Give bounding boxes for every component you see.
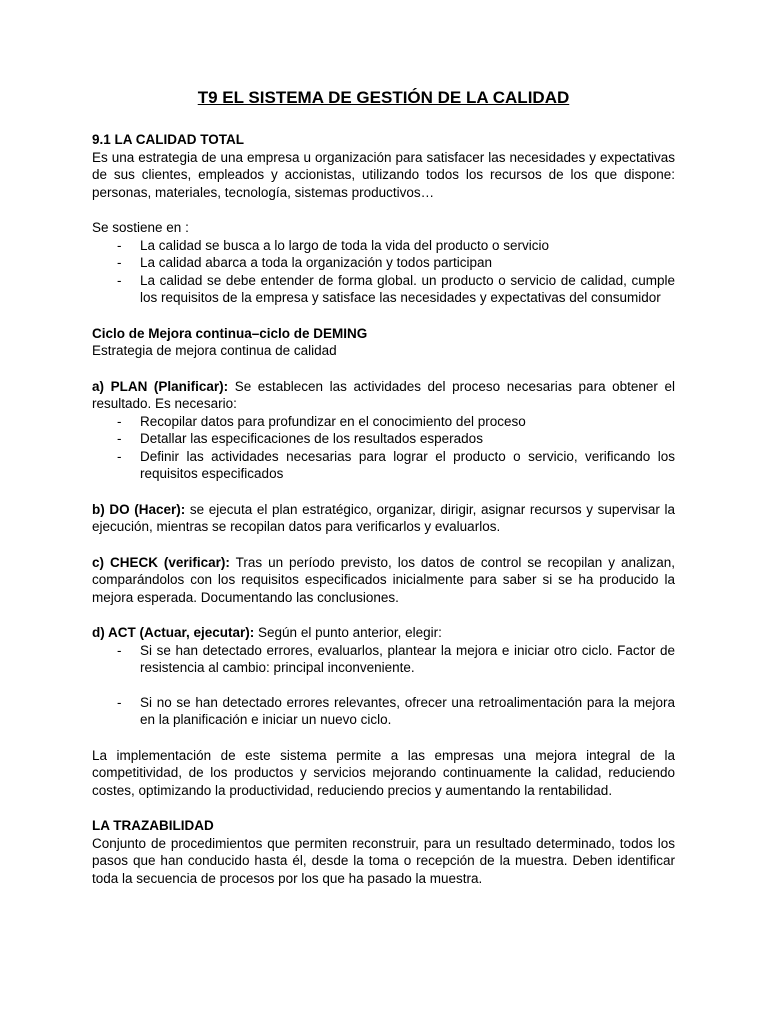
document-title: T9 EL SISTEMA DE GESTIÓN DE LA CALIDAD: [197, 88, 570, 107]
act-label: d) ACT (Actuar, ejecutar):: [92, 625, 255, 640]
section-do: [92, 501, 675, 536]
check-text: Tras un período previsto, los datos de control se recopilan y analizan, comparándolos con los requisitos especificados inicialmente para saber si se ha producido la mejora esperada. Documentando las conclusiones.: [92, 554, 675, 605]
list-item: - La calidad abarca a toda la organización y todos participan: [92, 254, 675, 272]
list-item: - Si no se han detectado errores relevantes, ofrecer una retroalimentación para la mejora en la planificación e iniciar un nuevo ciclo.: [92, 694, 675, 729]
list-plan: [92, 413, 675, 483]
section-implementacion: [92, 747, 675, 800]
paragraph-do: [92, 501, 675, 536]
section-plan: [92, 378, 675, 483]
plan-text: Se establecen las actividades del proceso necesarias para obtener el resultado. Es necesario:: [92, 378, 675, 411]
section-heading-calidad-total: 9.1 LA CALIDAD TOTAL: [92, 132, 245, 147]
list-se-sostiene: [92, 237, 675, 307]
section-se-sostiene: [92, 219, 675, 307]
section-calidad-total: [92, 131, 675, 201]
document-page: [92, 88, 675, 905]
paragraph-deming-subtitle: Estrategia de mejora continua de calidad: [92, 343, 337, 358]
plan-label: a) PLAN (Planificar):: [92, 378, 229, 394]
do-text: se ejecuta el plan estratégico, organizar, dirigir, asignar recursos y supervisar la ejecución, mientras se recopilan datos para verificarlos y evaluarlos.: [92, 501, 675, 534]
section-heading-deming: Ciclo de Mejora continua–ciclo de DEMING: [92, 325, 368, 341]
check-label: c) CHECK (verificar):: [92, 554, 230, 570]
list-item: - Recopilar datos para profundizar en el conocimiento del proceso: [92, 413, 675, 431]
paragraph-calidad-total: Es una estrategia de una empresa u organización para satisfacer las necesidades y expectativas de sus clientes, empleados y accionistas, utilizando todos los recursos de los que dispone: personas, materiales, tecnología, sistemas productivos…: [92, 149, 675, 200]
do-label: b) DO (Hacer):: [92, 501, 186, 517]
list-act: [92, 642, 675, 729]
section-act: [92, 624, 675, 729]
act-text: Según el punto anterior, elegir:: [254, 625, 442, 640]
paragraph-plan: [92, 378, 675, 413]
paragraph-se-sostiene: Se sostiene en :: [92, 220, 189, 235]
section-trazabilidad: [92, 817, 675, 887]
paragraph-act: [92, 624, 675, 642]
section-heading-trazabilidad: LA TRAZABILIDAD: [92, 818, 214, 833]
paragraph-check: [92, 554, 675, 607]
section-deming: [92, 325, 675, 360]
list-item: - Si se han detectado errores, evaluarlos, plantear la mejora e iniciar otro ciclo. Factor de resistencia al cambio: principal inconveniente.: [92, 642, 675, 677]
paragraph-implementacion: La implementación de este sistema permite a las empresas una mejora integral de la competitividad, de los productos y servicios mejorando continuamente la calidad, reduciendo costes, optimizando la productividad, reduciendo precios y aumentando la rentabilidad.: [92, 747, 675, 798]
list-item: - La calidad se busca a lo largo de toda la vida del producto o servicio: [92, 237, 675, 255]
list-item: - La calidad se debe entender de forma global. un producto o servicio de calidad, cumple los requisitos de la empresa y satisface las necesidades y expectativas del consumidor: [92, 272, 675, 307]
paragraph-trazabilidad: Conjunto de procedimientos que permiten reconstruir, para un resultado determinado, todos los pasos que han conducido hasta él, desde la toma o recepción de la muestra. Deben identificar toda la secuencia de procesos por los que ha pasado la muestra.: [92, 835, 675, 886]
list-item: - Definir las actividades necesarias para lograr el producto o servicio, verificando los requisitos especificados: [92, 448, 675, 483]
section-check: [92, 554, 675, 607]
list-item: - Detallar las especificaciones de los resultados esperados: [92, 430, 675, 448]
